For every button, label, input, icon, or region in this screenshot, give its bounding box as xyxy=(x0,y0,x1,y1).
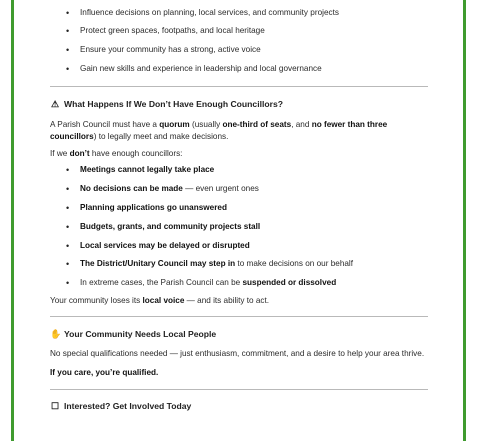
section-heading-quorum: ⚠ What Happens If We Don’t Have Enough Councillors? xyxy=(50,99,283,110)
list-item: • Ensure your community has a strong, active voice xyxy=(50,41,428,60)
section-heading-involved: ☐ Interested? Get Involved Today xyxy=(50,400,192,411)
list-item: • No decisions can be made — even urgent ones xyxy=(50,180,428,199)
qualified-statement: If you care, you’re qualified. xyxy=(50,367,159,377)
hand-wave-icon: ✋ xyxy=(50,328,62,339)
benefits-list xyxy=(50,0,428,78)
list-item: • Planning applications go unanswered xyxy=(50,199,428,218)
list-item: • Influence decisions on planning, local services, and community projects xyxy=(50,0,428,22)
list-item: • In extreme cases, the Parish Council can be suspended or dissolved xyxy=(50,274,428,293)
document-body xyxy=(50,0,428,412)
list-item: • Protect green spaces, footpaths, and local heritage xyxy=(50,22,428,41)
list-item: • Budgets, grants, and community projects stall xyxy=(50,218,428,237)
ballot-box-icon: ☐ xyxy=(50,400,60,411)
list-item: • Gain new skills and experience in leadership and local governance xyxy=(50,60,428,79)
quorum-paragraph: A Parish Council must have a quorum (usually one-third of seats, and no fewer than three councillors) to legally meet and make decisions. xyxy=(50,120,388,142)
consequences-list xyxy=(50,161,428,293)
list-item: • Meetings cannot legally take place xyxy=(50,161,428,180)
qualifications-paragraph: No special qualifications needed — just enthusiasm, commitment, and a desire to help your area thrive. xyxy=(50,348,425,358)
consequences-intro: If we don’t have enough councillors: xyxy=(50,149,183,159)
warning-icon: ⚠ xyxy=(50,99,60,110)
section-heading-community: ✋ Your Community Needs Local People xyxy=(50,328,217,339)
list-item: • Local services may be delayed or disrupted xyxy=(50,237,428,256)
list-item: • The District/Unitary Council may step in to make decisions on our behalf xyxy=(50,255,428,274)
local-voice-paragraph: Your community loses its local voice — and its ability to act. xyxy=(50,295,270,305)
